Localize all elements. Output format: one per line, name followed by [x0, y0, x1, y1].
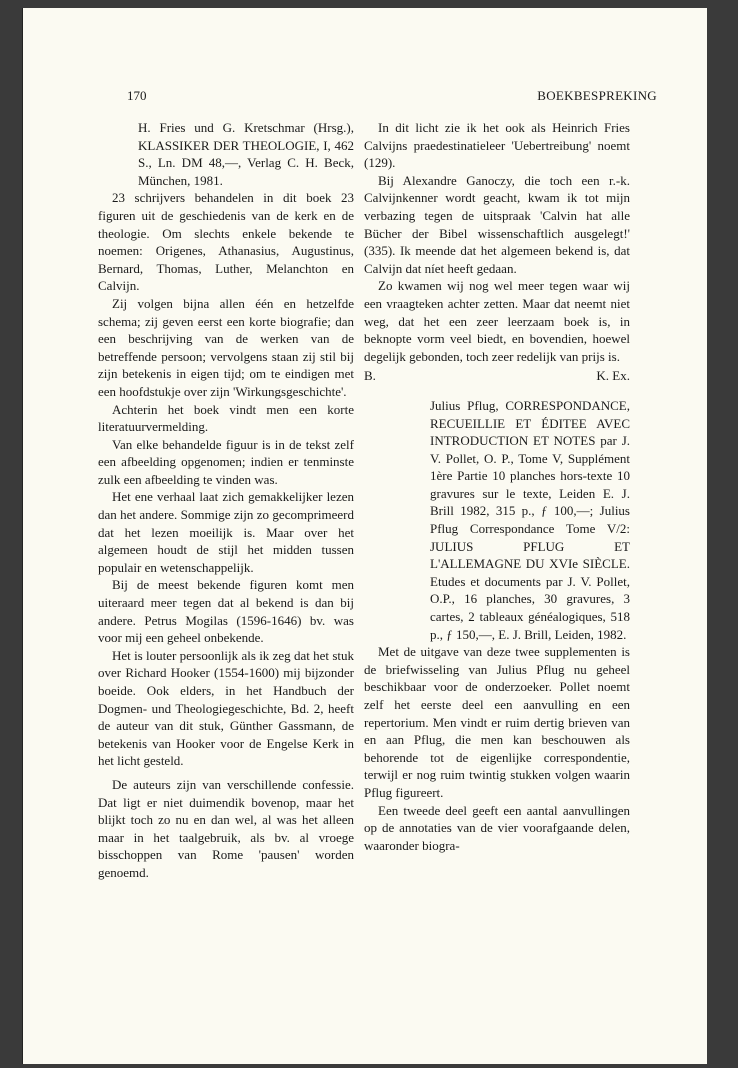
- paragraph: Achterin het boek vindt men een korte literatuurvermelding.: [98, 401, 354, 435]
- review-signature: [364, 367, 630, 385]
- page-number: 170: [127, 88, 147, 103]
- paragraph: Een tweede deel geeft een aantal aanvullingen op de annotaties van de vier voorafgaande delen, waaronder biogra-: [364, 802, 630, 853]
- paragraph: Bij Alexandre Ganoczy, die toch een r.-k. Calvijnkenner wordt geacht, kwam ik tot mijn verbazing tegen de uitspraak 'Calvin hat alle Bücher der Bibel wissenschaftlich ausgelegt!' (335). Ik meende dat het algemeen bekend is, dat Calvijn dat níet heeft gedaan.: [364, 172, 630, 276]
- paragraph: Het ene verhaal laat zich gemakkelijker lezen dan het andere. Sommige zijn zo gecomprimeerd dat het lezen moeilijk is. Maar over het algemeen houdt de stijl het midden tussen populair en wetenschappelijk.: [98, 489, 354, 575]
- paragraph: Het is louter persoonlijk als ik zeg dat het stuk over Richard Hooker (1554-1600) mij bijzonder boeide. Ook elders, in het Handbuch der Dogmen- und Theologiegeschichte, Bd. 2, heeft de auteur van dit stuk, Günther Gassmann, de betekenis van Hooker voor de Engelse Kerk in het licht gesteld.: [98, 647, 354, 769]
- reviewer-name: K. Ex.: [596, 368, 630, 384]
- book-citation: H. Fries und G. Kretschmar (Hrsg.), KLASSIKER DER THEOLOGIE, I, 462 S., Ln. DM 48,—, Verlag C. H. Beck, München, 1981.: [138, 120, 354, 188]
- paragraph: 23 schrijvers behandelen in dit boek 23 figuren uit de geschiedenis van de kerk en de theologie. Om slechts enkele bekende te noemen: Origenes, Athanasius, Augustinus, Bernard, Thomas, Luther, Melanchton en Calvijn.: [98, 190, 354, 294]
- running-head: BOEKBESPREKING: [537, 88, 657, 103]
- paragraph: In dit licht zie ik het ook als Heinrich Fries Calvijns praedestinatieleer 'Uebertreibung' noemt (129).: [364, 120, 630, 171]
- paragraph: Bij de meest bekende figuren komt men uiteraard meer tegen dat al bekend is dan bij andere. Petrus Mogilas (1596-1646) bv. was voor mij een geheel onbekende.: [98, 577, 354, 646]
- right-column: [364, 119, 630, 854]
- left-column: [98, 119, 354, 882]
- page-header: [127, 88, 657, 106]
- signature-initial: B.: [364, 368, 376, 384]
- paragraph: Met de uitgave van deze twee supplementen is de briefwisseling van Julius Pflug nu geheel beschikbaar voor de onderzoeker. Pollet noemt zelf het eerste deel een aanvulling en een repertorium. Men vindt er ruim dertig brieven van en aan Pflug, die men kan beschouwen als behorende tot de eigenlijke correspondentie, terwijl er nog ruim twintig stukken volgen waarin Pflug figureert.: [364, 644, 630, 800]
- paragraph: De auteurs zijn van verschillende confessie. Dat ligt er niet duimendik bovenop, maar het blijkt toch zo nu en dan wel, al was het alleen maar in het taalgebruik, als bv. al vroege bisschoppen van Rome 'pausen' worden genoemd.: [98, 776, 354, 880]
- paragraph: Van elke behandelde figuur is in de tekst zelf een afbeelding opgenomen; indien er tenminste zulk een afbeelding te vinden was.: [98, 436, 354, 487]
- paragraph: Zij volgen bijna allen één en hetzelfde schema; zij geven eerst een korte biografie; dan een beschrijving van de werken van de betreffende persoon; vervolgens staan zij stil bij zijn betekenis in eigen tijd; om te eindigen met een hoofdstukje over zijn 'Wirkungsgeschichte'.: [98, 295, 354, 399]
- book-citation: Julius Pflug, CORRESPONDANCE, RECUEILLIE ET ÉDITEE AVEC INTRODUCTION ET NOTES par J. V. Pollet, O. P., Tome V, Supplément 1ère Partie 10 planches hors-texte 10 gravures sur le texte, Leiden E. J. Brill 1982, 315 p., ƒ 100,—; Julius Pflug Correspondance Tome V/2: JULIUS PFLUG ET L'ALLEMAGNE DU XVIe SIÈCLE. Etudes et documents par J. V. Pollet, O.P., 16 planches, 30 gravures, 3 cartes, 2 tableaux généalogiques, 518 p., ƒ 150,—, E. J. Brill, Leiden, 1982.: [430, 397, 630, 642]
- paragraph: Zo kwamen wij nog wel meer tegen waar wij een vraagteken achter zetten. Maar dat neemt niet weg, dat het een zeer leerzaam boek is, in beknopte vorm veel biedt, en bovendien, hoewel degelijk gebonden, toch zeer redelijk van prijs is.: [364, 278, 630, 364]
